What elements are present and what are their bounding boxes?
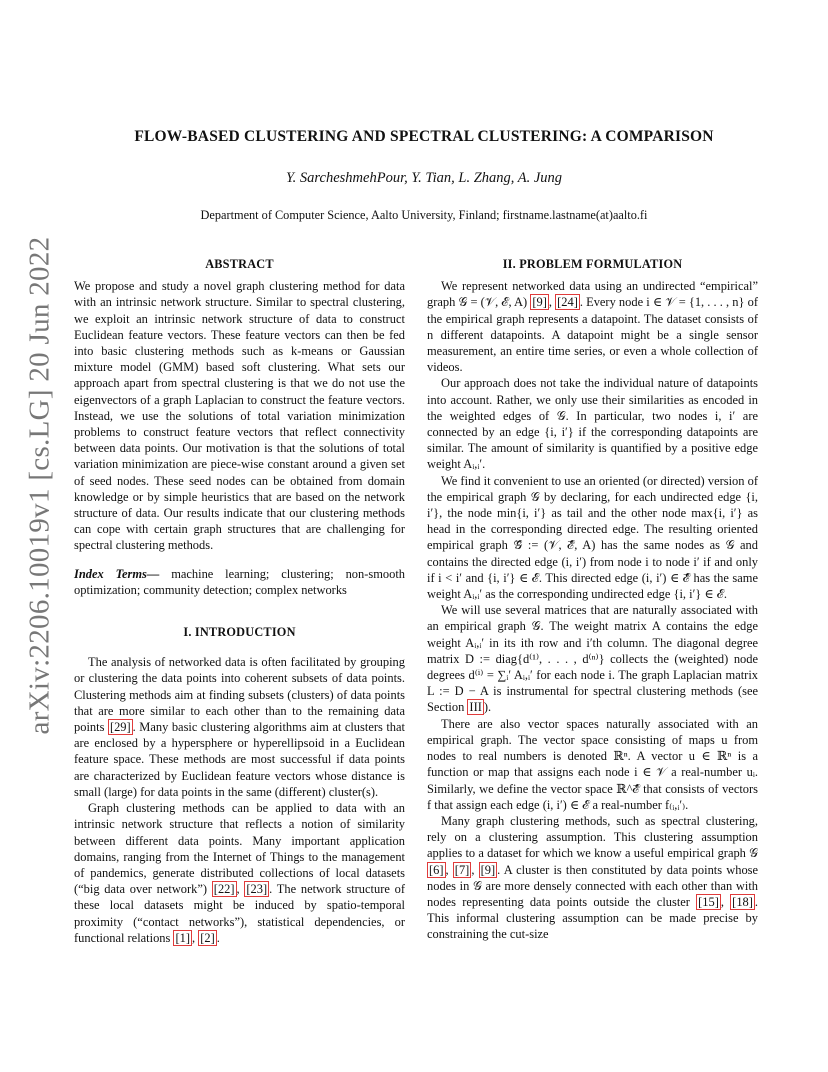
- formulation-paragraph-6: Many graph clustering methods, such as spectral clustering, rely on a clustering assumption. This clustering assumption applies to a dataset for which we know a useful empirical graph 𝒢 [6] , [7] , [9] . A cluster is then constituted by data points whose nodes in 𝒢 are more densely connected with each other than with nodes representing data points outside the cluster [15] , [18] . This informal clustering assumption can be made precise by constraining the cut-size: [427, 813, 759, 942]
- citation-link[interactable]: [29]: [109, 720, 131, 735]
- formulation-paragraph-1: We represent networked data using an undirected “empirical” graph 𝒢 = (𝒱, ℰ, A) [9] , [24] . Every node i ∈ 𝒱 = {1, . . . , n} of the empirical graph represents a datapoint. The dataset consists of n different datapoints. A datapoint might be a single sensor measurement, an entire time series, or even a whole collection of videos.: [427, 279, 758, 375]
- section-link[interactable]: III: [469, 700, 482, 715]
- paper-authors: Y. SarcheshmehPour, Y. Tian, L. Zhang, A. Jung: [285, 170, 563, 186]
- introduction-heading: I. INTRODUCTION: [183, 625, 296, 640]
- citation-link[interactable]: [18]: [732, 894, 753, 909]
- intro-paragraph-1: The analysis of networked data is often facilitated by grouping or clustering the data points into coherent subsets of data points. Clustering methods aim at finding subsets (clusters) of data points that are more similar to each other than to the remaining data points [29] . Many basic clustering algorithms aim at clusters that are enclosed by a hypersphere or hyperellipsoid in a Euclidean feature space. These methods are most successful if data points are characterized by Euclidean feature vectors whose distance is small (large) for data points in the same (different) cluster(s).: [74, 655, 405, 799]
- intro-paragraph-2: Graph clustering methods can be applied to data with an intrinsic network structure that reflects a notion of similarity between different data points. Many important application domains, ranging from the Internet of Things to the management of pandemics, generate distributed collections of local datasets (“big data over network”) [22] , [23] . The network structure of these local datasets might be induced by spatio-temporal proximity (“contact networks”), statistical dependencies, or functional relations [1] , [2] .: [74, 801, 405, 945]
- citation-link[interactable]: [9]: [532, 295, 547, 310]
- index-terms-text: machine learning; clustering; non-smooth optimization; community detection; complex networks: [74, 566, 406, 597]
- citation-link[interactable]: [15]: [698, 894, 719, 909]
- problem-formulation-heading: II. PROBLEM FORMULATION: [502, 257, 683, 271]
- abstract-heading: ABSTRACT: [205, 257, 274, 271]
- left-column: [74, 256, 405, 946]
- citation-link[interactable]: [23]: [246, 882, 268, 897]
- abstract-text: We propose and study a novel graph clustering method for data with an intrinsic network structure. Similar to spectral clustering, we exploit an intrinsic network structure of data to construct Euclidean feature vectors. These feature vectors can then be fed into basic clustering methods such as k-means or Gaussian mixture model (GMM) based soft clustering. What sets our approach apart from spectral clustering is that we do not use the eigenvectors of a graph Laplacian to construct the feature vectors. Instead, we use the solutions of total variation minimization problems to construct feature vectors that reflect connectivity between data points. Our motivation is that the solutions of total variation minimization are piece-wise constant around a given set of seed nodes. These seed nodes can be obtained from domain knowledge or by simple heuristics that are based on the network structure of data. Our results indicate that our clustering methods can cope with certain graph structures that are challenging for spectral clustering methods.: [74, 279, 405, 553]
- citation-link[interactable]: [22]: [213, 882, 235, 897]
- formulation-paragraph-5: There are also vector spaces naturally associated with an empirical graph. The vector space consisting of maps u from nodes to real numbers is denoted ℝⁿ. A vector u ∈ ℝⁿ is a function or map that assigns each node i ∈ 𝒱 a real-number uᵢ. Similarly, we define the vector space ℝ^ℰ⃗ that consists of vectors f that assign each edge (i, i′) ∈ ℰ a real-number f₍ᵢ,ᵢ′₎.: [427, 716, 758, 812]
- formulation-paragraph-4: We will use several matrices that are naturally associated with an empirical graph 𝒢. The weight matrix A contains the edge weight Aᵢ,ᵢ′ in its ith row and i′th column. The diagonal degree matrix D := diag{d⁽¹⁾, . . . , d⁽ⁿ⁾} collects the (weighted) node degrees d⁽ⁱ⁾ = ∑ᵢ′ Aᵢ,ᵢ′ for each node i. The graph Laplacian matrix L := D − A is instrumental for spectral clustering methods (see Section III ).: [427, 603, 758, 715]
- formulation-paragraph-2: Our approach does not take the individual nature of datapoints into account. Rather, we only use their similarities as encoded in the weighted edges of 𝒢. In particular, two nodes i, i′ are connected by an edge {i, i′} if the corresponding datapoints are similar. The amount of similarity is quantified by a positive edge weight Aᵢ,ᵢ′.: [427, 376, 758, 472]
- paper-title: FLOW-BASED CLUSTERING AND SPECTRAL CLUSTERING: A COMPARISON: [134, 128, 714, 145]
- right-column: [427, 256, 758, 943]
- index-terms-label: Index Terms—: [74, 566, 160, 581]
- formulation-paragraph-3: We find it convenient to use an oriented (or directed) version of the empirical graph 𝒢 by declaring, for each undirected edge {i, i′}, the node min{i, i′} as tail and the other node max{i, i′} as head in the corresponding directed edge. The resulting oriented empirical graph 𝒢⃗ := (𝒱, ℰ⃗, A) has the same nodes as 𝒢 and contains the directed edge (i, i′) from node i to node i′ if and only if i < i′ and {i, i′} ∈ ℰ. This directed edge (i, i′) ∈ ℰ⃗ has the same weight Aᵢ,ᵢ′ as the corresponding undirected edge {i, i′} ∈ ℰ.: [427, 473, 758, 602]
- citation-link[interactable]: [7]: [454, 862, 470, 877]
- index-terms: [74, 566, 405, 598]
- arxiv-identifier-text: arXiv:2206.10019v1 [cs.LG] 20 Jun 2022: [23, 236, 56, 734]
- citation-link[interactable]: [9]: [480, 862, 496, 877]
- citation-link[interactable]: [2]: [200, 930, 215, 945]
- citation-link[interactable]: [1]: [175, 930, 190, 945]
- citation-link[interactable]: [6]: [429, 862, 444, 877]
- arxiv-identifier: [18, 236, 62, 734]
- citation-link[interactable]: [24]: [557, 295, 578, 310]
- paper-affiliation: Department of Computer Science, Aalto University, Finland; firstname.lastname(at)aalto.fi: [200, 208, 648, 222]
